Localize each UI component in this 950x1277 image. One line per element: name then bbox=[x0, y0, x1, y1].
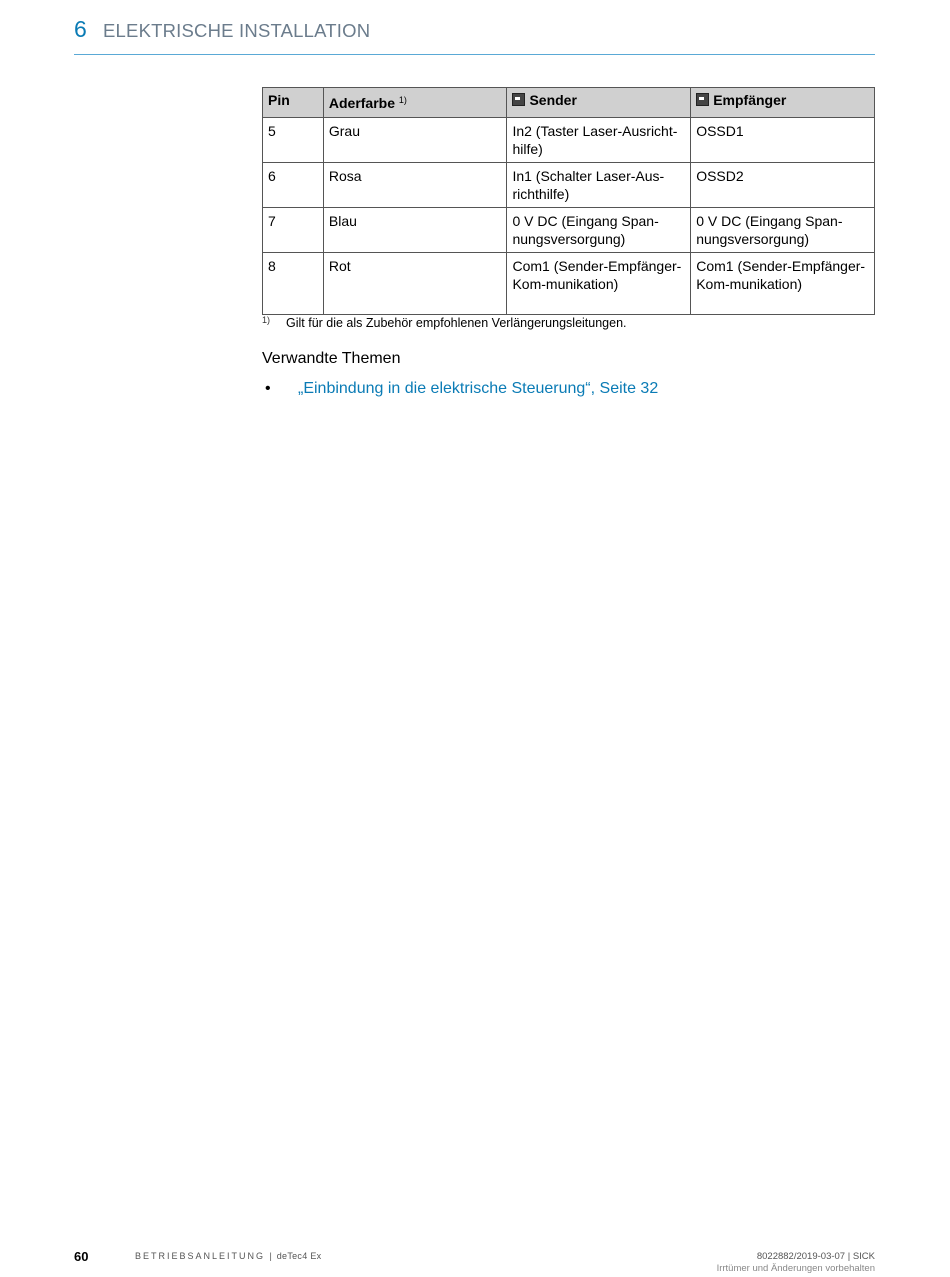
cell-sender: In2 (Taster Laser-Ausricht-hilfe) bbox=[507, 118, 691, 163]
table-row bbox=[263, 208, 875, 253]
related-topics-heading: Verwandte Themen bbox=[262, 350, 401, 367]
column-header-aderfarbe-label: Aderfarbe bbox=[328, 95, 396, 111]
cell-aderfarbe: Blau bbox=[323, 208, 507, 253]
cell-sender: Com1 (Sender-Empfänger-Kom-munikation) bbox=[507, 253, 691, 315]
cell-pin: 7 bbox=[263, 208, 324, 253]
cell-sender: In1 (Schalter Laser-Aus-richthilfe) bbox=[507, 163, 691, 208]
column-header-pin: Pin bbox=[263, 88, 324, 118]
column-header-sender-label: Sender bbox=[529, 92, 577, 108]
receiver-icon bbox=[696, 93, 709, 106]
chapter-header bbox=[74, 14, 875, 55]
column-header-aderfarbe bbox=[323, 88, 507, 118]
column-header-empfaenger bbox=[691, 88, 875, 118]
related-topic-link[interactable]: „Einbindung in die elektrische Steuerung“, Seite 32 bbox=[298, 380, 659, 397]
cell-empfaenger: OSSD2 bbox=[691, 163, 875, 208]
product-name: deTec4 Ex bbox=[276, 1251, 322, 1261]
footnote-mark: 1) bbox=[262, 315, 271, 325]
page-number: 60 bbox=[74, 1249, 89, 1264]
pin-assignment-table bbox=[262, 87, 875, 315]
cell-empfaenger: 0 V DC (Eingang Span-nungsversorgung) bbox=[691, 208, 875, 253]
chapter-title: ELEKTRISCHE INSTALLATION bbox=[103, 20, 371, 41]
cell-pin: 5 bbox=[263, 118, 324, 163]
bullet-icon: • bbox=[265, 380, 271, 397]
document-label bbox=[135, 1251, 321, 1261]
sender-icon bbox=[512, 93, 525, 106]
cell-aderfarbe: Rosa bbox=[323, 163, 507, 208]
chapter-number: 6 bbox=[74, 16, 87, 42]
cell-aderfarbe: Grau bbox=[323, 118, 507, 163]
cell-pin: 6 bbox=[263, 163, 324, 208]
cell-sender: 0 V DC (Eingang Span-nungsversorgung) bbox=[507, 208, 691, 253]
cell-empfaenger: Com1 (Sender-Empfänger-Kom-munikation) bbox=[691, 253, 875, 315]
document-id: 8022882/2019-03-07 | SICK bbox=[756, 1251, 875, 1262]
footnote-reference: 1) bbox=[398, 95, 407, 105]
column-header-empfaenger-label: Empfänger bbox=[713, 92, 787, 108]
cell-empfaenger: OSSD1 bbox=[691, 118, 875, 163]
table-row bbox=[263, 253, 875, 315]
cell-aderfarbe: Rot bbox=[323, 253, 507, 315]
table-row bbox=[263, 163, 875, 208]
table-header-row bbox=[263, 88, 875, 118]
table-row bbox=[263, 118, 875, 163]
footer-separator: | bbox=[269, 1251, 273, 1261]
footnote-text: Gilt für die als Zubehör empfohlenen Verlängerungsleitungen. bbox=[286, 316, 627, 330]
cell-pin: 8 bbox=[263, 253, 324, 315]
disclaimer-note: Irrtümer und Änderungen vorbehalten bbox=[716, 1263, 875, 1274]
column-header-sender bbox=[507, 88, 691, 118]
document-type: BETRIEBSANLEITUNG bbox=[135, 1251, 266, 1261]
